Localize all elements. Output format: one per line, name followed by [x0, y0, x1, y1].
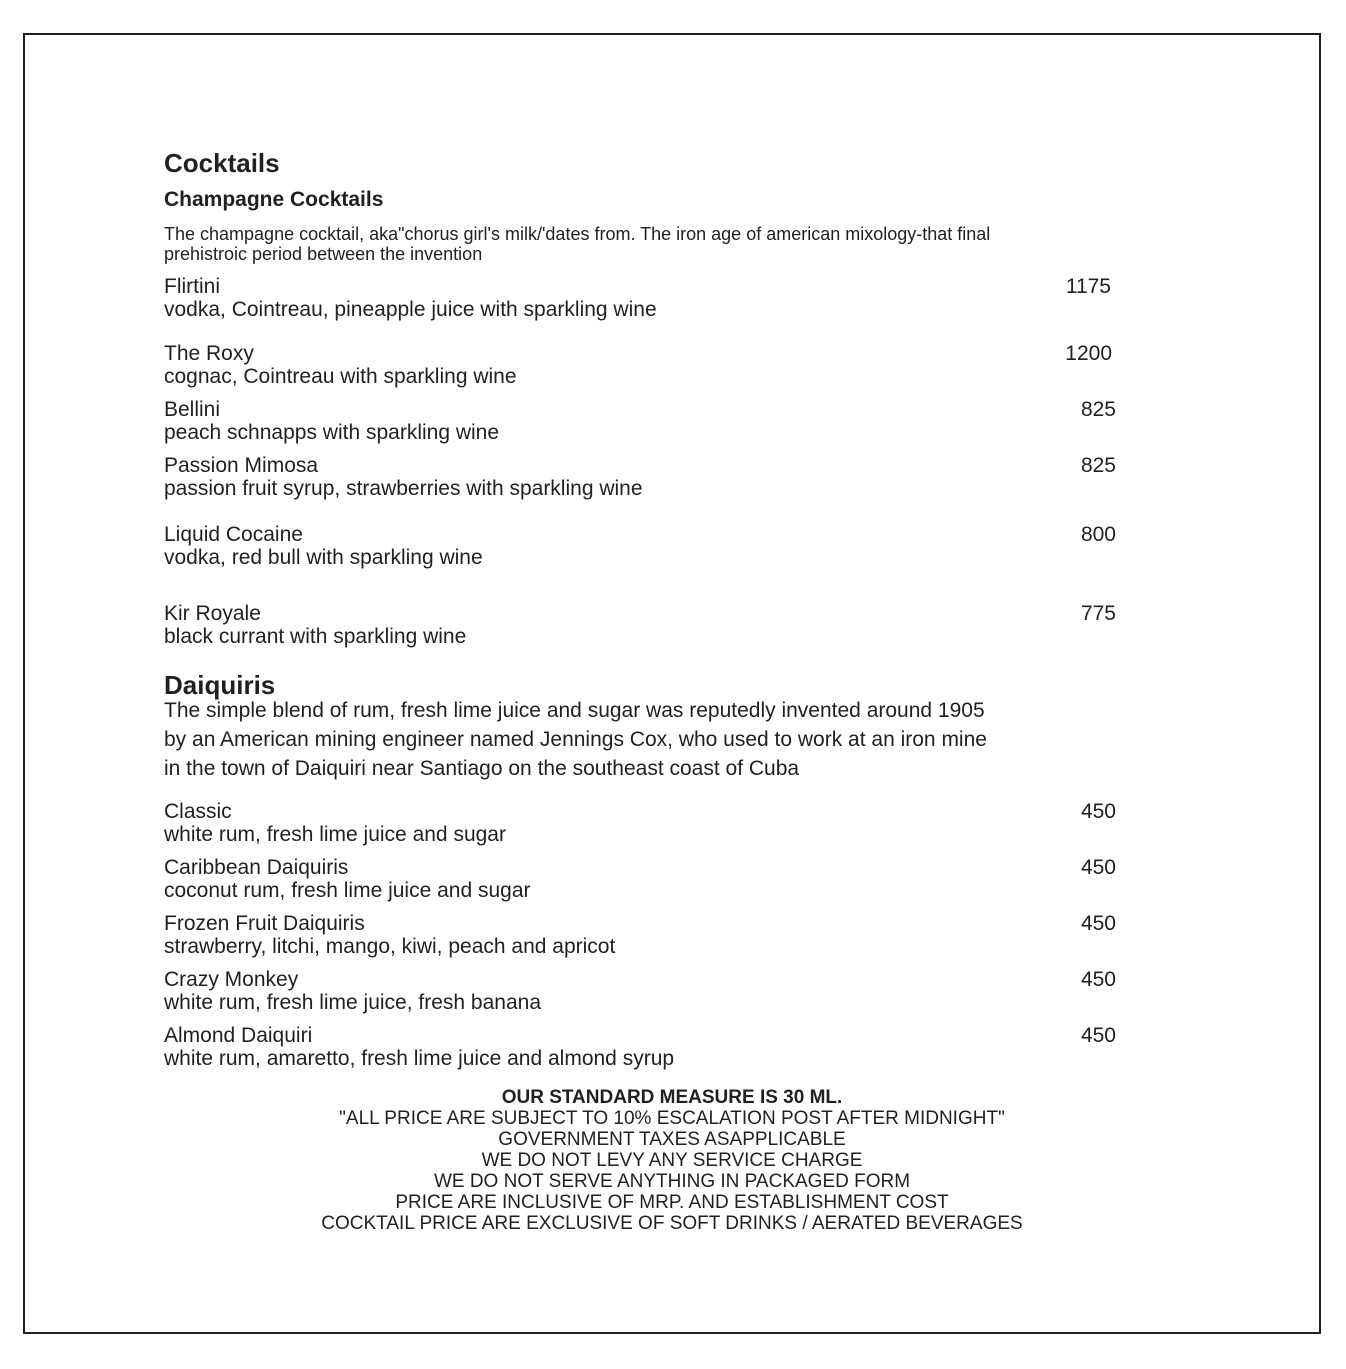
- daiquiris-intro-line-3: in the town of Daiquiri near Santiago on the southeast coast of Cuba: [164, 757, 800, 780]
- item-name: The Roxy: [164, 342, 254, 365]
- item-name: Passion Mimosa: [164, 454, 319, 477]
- section-heading-daiquiris: Daiquiris: [164, 670, 276, 700]
- item-price: 825: [1080, 454, 1116, 477]
- item-price: 1175: [1065, 275, 1111, 298]
- item-name: Crazy Monkey: [164, 968, 299, 991]
- item-price: 1200: [1065, 342, 1112, 365]
- footer-line: COCKTAIL PRICE ARE EXCLUSIVE OF SOFT DRINKS / AERATED BEVERAGES: [321, 1213, 1023, 1234]
- footer-line: GOVERNMENT TAXES ASAPPLICABLE: [498, 1129, 846, 1150]
- item-price: 825: [1080, 398, 1116, 421]
- item-description: white rum, fresh lime juice, fresh banana: [164, 991, 542, 1014]
- footer-line: WE DO NOT SERVE ANYTHING IN PACKAGED FORM: [433, 1171, 911, 1192]
- item-description: vodka, red bull with sparkling wine: [164, 546, 483, 569]
- daiquiris-intro-line-2: by an American mining engineer named Jennings Cox, who used to work at an iron mine: [164, 728, 987, 751]
- item-price: 800: [1080, 523, 1116, 546]
- item-description: vodka, Cointreau, pineapple juice with sparkling wine: [164, 298, 657, 321]
- item-description: cognac, Cointreau with sparkling wine: [164, 365, 517, 388]
- item-name: Kir Royale: [164, 602, 261, 625]
- item-description: strawberry, litchi, mango, kiwi, peach and apricot: [164, 935, 616, 958]
- item-description: coconut rum, fresh lime juice and sugar: [164, 879, 531, 902]
- item-name: Bellini: [164, 398, 221, 421]
- footer-line: PRICE ARE INCLUSIVE OF MRP. AND ESTABLISHMENT COST: [395, 1192, 949, 1213]
- item-name: Caribbean Daiquiris: [164, 856, 349, 879]
- item-price: 450: [1080, 1024, 1116, 1047]
- footer-notes: [23, 1087, 1321, 1234]
- section-heading-champagne: Champagne Cocktails: [164, 188, 384, 211]
- standard-measure-note: OUR STANDARD MEASURE IS 30 ML.: [501, 1087, 843, 1108]
- item-price: 450: [1080, 800, 1116, 823]
- footer-line: "ALL PRICE ARE SUBJECT TO 10% ESCALATION POST AFTER MIDNIGHT": [339, 1108, 1005, 1129]
- footer-line: WE DO NOT LEVY ANY SERVICE CHARGE: [481, 1150, 863, 1171]
- champagne-intro-line-1: The champagne cocktail, aka"chorus girl's milk/'dates from. The iron age of american mixology-that final: [164, 224, 991, 244]
- item-price: 775: [1080, 602, 1116, 625]
- champagne-intro-line-2: prehistroic period between the invention: [164, 244, 483, 264]
- item-description: white rum, amaretto, fresh lime juice and almond syrup: [164, 1047, 675, 1070]
- item-price: 450: [1080, 856, 1116, 879]
- item-name: Almond Daiquiri: [164, 1024, 313, 1047]
- item-name: Liquid Cocaine: [164, 523, 303, 546]
- daiquiris-intro-line-1: The simple blend of rum, fresh lime juice and sugar was reputedly invented around 1905: [164, 699, 985, 722]
- item-price: 450: [1080, 912, 1116, 935]
- item-description: white rum, fresh lime juice and sugar: [164, 823, 506, 846]
- page-title: Cocktails: [164, 148, 280, 178]
- item-description: peach schnapps with sparkling wine: [164, 421, 500, 444]
- item-name: Flirtini: [164, 275, 220, 298]
- item-name: Frozen Fruit Daiquiris: [164, 912, 365, 935]
- item-name: Classic: [164, 800, 232, 823]
- item-price: 450: [1080, 968, 1116, 991]
- item-description: black currant with sparkling wine: [164, 625, 467, 648]
- item-description: passion fruit syrup, strawberries with sparkling wine: [164, 477, 643, 500]
